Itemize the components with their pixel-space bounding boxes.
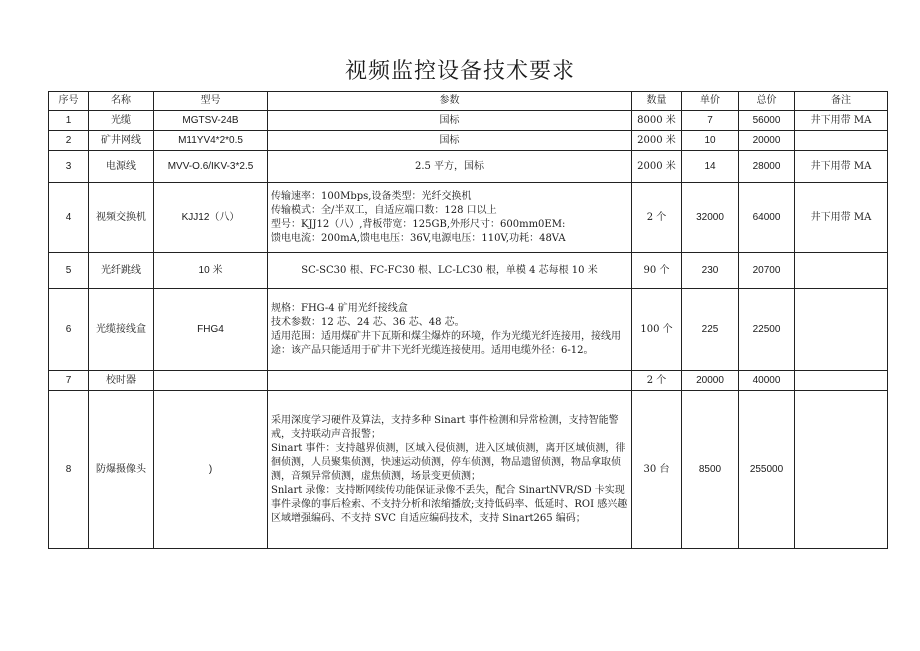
header-price: 单价 — [682, 92, 739, 111]
cell-name: 校时器 — [89, 371, 154, 391]
cell-total: 20000 — [739, 131, 795, 151]
param-line: 馈电电流：200mA,馈电电压：36V,电源电压：110V,功耗：48VA — [271, 232, 566, 244]
cell-name: 防爆摄像头 — [89, 391, 154, 549]
cell-qty: 2 个 — [632, 371, 682, 391]
cell-no: 8 — [49, 391, 89, 549]
cell-param — [268, 111, 632, 131]
cell-param — [268, 371, 632, 391]
cell-param — [268, 253, 632, 289]
cell-no: 3 — [49, 151, 89, 183]
header-no: 序号 — [49, 92, 89, 111]
table-row — [49, 391, 888, 549]
param-line: Sinart 事件：支持越界侦测，区域入侵侦测，进入区域侦测，离开区域侦测，徘徊侦测，人员聚集侦测，快速运动侦测，停车侦测，物品遗留侦测，物品拿取侦测，音频异常侦测，虚焦侦测，场景变更侦测； — [271, 442, 626, 482]
cell-name: 光纤跳线 — [89, 253, 154, 289]
cell-price: 8500 — [682, 391, 739, 549]
cell-total: 22500 — [739, 289, 795, 371]
cell-total: 20700 — [739, 253, 795, 289]
cell-price: 7 — [682, 111, 739, 131]
cell-note — [795, 371, 888, 391]
param-line: Snlart 录像：支持断网续传功能保证录像不丢失，配合 SinartNVR/SD 卡实现事件录像的事后检索、不支持分析和浓缩播放;支持低码率、低延时、ROI 感兴趣区域增强编码、不支持 SVC 自适应编码技术，支持 Sinart265 编码； — [271, 484, 628, 524]
cell-model: ) — [154, 391, 268, 549]
cell-param — [268, 151, 632, 183]
cell-name: 电源线 — [89, 151, 154, 183]
param-line: 采用深度学习硬件及算法，支持多种 Sinart 事件检测和异常检测，支持智能警戒，支持联动声音报警； — [271, 414, 619, 440]
page-title: 视频监控设备技术要求 — [344, 59, 575, 84]
table-row — [49, 289, 888, 371]
table-row — [49, 111, 888, 131]
table-header-row — [49, 92, 888, 111]
cell-note — [795, 253, 888, 289]
table-row — [49, 131, 888, 151]
param-line: 传输模式：全/半双工，自适应端口数：128 口以上 — [271, 204, 497, 216]
cell-total: 56000 — [739, 111, 795, 131]
param-line: 规格：FHG-4 矿用光纤接线盒 — [271, 302, 408, 314]
cell-no: 2 — [49, 131, 89, 151]
param-line: 传输速率：100Mbps,设备类型：光纤交换机 — [271, 190, 472, 202]
cell-no: 4 — [49, 183, 89, 253]
cell-model: MGTSV-24B — [154, 111, 268, 131]
cell-no: 1 — [49, 111, 89, 131]
header-total: 总价 — [739, 92, 795, 111]
cell-no: 6 — [49, 289, 89, 371]
param-line: 国标 — [439, 114, 460, 126]
cell-qty: 100 个 — [632, 289, 682, 371]
cell-total: 40000 — [739, 371, 795, 391]
cell-qty: 2 个 — [632, 183, 682, 253]
cell-model: 10 米 — [154, 253, 268, 289]
header-name: 名称 — [89, 92, 154, 111]
cell-note — [795, 131, 888, 151]
header-qty: 数量 — [632, 92, 682, 111]
cell-price: 230 — [682, 253, 739, 289]
cell-model — [154, 371, 268, 391]
cell-qty: 30 台 — [632, 391, 682, 549]
cell-param — [268, 131, 632, 151]
table-row — [49, 253, 888, 289]
cell-name: 矿井网线 — [89, 131, 154, 151]
cell-price: 225 — [682, 289, 739, 371]
cell-model: M11YV4*2*0.5 — [154, 131, 268, 151]
cell-total: 64000 — [739, 183, 795, 253]
cell-price: 14 — [682, 151, 739, 183]
cell-name: 光缆接线盒 — [89, 289, 154, 371]
param-line: 国标 — [439, 134, 460, 146]
table-row — [49, 371, 888, 391]
cell-qty: 2000 米 — [632, 151, 682, 183]
cell-model: KJJ12（八） — [154, 183, 268, 253]
table-row — [49, 183, 888, 253]
cell-param — [268, 289, 632, 371]
param-line: 适用范围：适用煤矿井下瓦斯和煤尘爆炸的环境，作为光缆光纤连接用，接线用途：该产品只能适用于矿井下光纤光缆连接使用。适用电缆外径：6-12。 — [271, 330, 621, 356]
cell-qty: 90 个 — [632, 253, 682, 289]
header-note: 备注 — [795, 92, 888, 111]
cell-note: 井下用带 MA — [795, 183, 888, 253]
param-line: 型号：KJJ12（八）,背板带宽：125GB,外形尺寸：600mm0EM: — [271, 218, 566, 230]
cell-total: 255000 — [739, 391, 795, 549]
cell-no: 7 — [49, 371, 89, 391]
header-model: 型号 — [154, 92, 268, 111]
cell-note — [795, 391, 888, 549]
cell-qty: 2000 米 — [632, 131, 682, 151]
cell-name: 光缆 — [89, 111, 154, 131]
table-row — [49, 151, 888, 183]
cell-model: FHG4 — [154, 289, 268, 371]
cell-price: 32000 — [682, 183, 739, 253]
param-line: SC-SC30 根、FC-FC30 根、LC-LC30 根，单模 4 芯每根 10 米 — [301, 264, 598, 276]
param-line: 2.5 平方，国标 — [414, 160, 485, 172]
cell-qty: 8000 米 — [632, 111, 682, 131]
cell-note — [795, 289, 888, 371]
cell-param — [268, 391, 632, 549]
cell-model: MVV-O.6/IKV-3*2.5 — [154, 151, 268, 183]
param-line: 技术参数：12 芯、24 芯、36 芯、48 芯。 — [271, 316, 465, 328]
cell-note: 井下用带 MA — [795, 151, 888, 183]
cell-total: 28000 — [739, 151, 795, 183]
cell-name: 视频交换机 — [89, 183, 154, 253]
cell-note: 井下用带 MA — [795, 111, 888, 131]
cell-param — [268, 183, 632, 253]
cell-price: 10 — [682, 131, 739, 151]
cell-no: 5 — [49, 253, 89, 289]
cell-price: 20000 — [682, 371, 739, 391]
equipment-table — [48, 91, 888, 549]
header-param: 参数 — [268, 92, 632, 111]
